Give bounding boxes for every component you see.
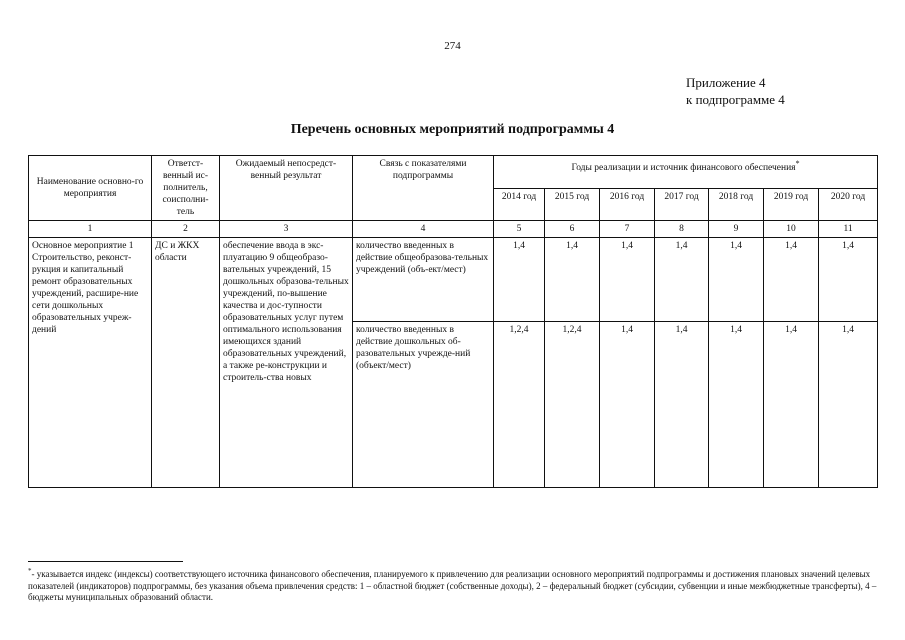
indicator-2-value-2015: 1,2,4 bbox=[545, 322, 600, 488]
column-number: 4 bbox=[353, 221, 494, 238]
row-responsible: ДС и ЖКХ области bbox=[152, 238, 220, 488]
header-year-2017: 2017 год bbox=[655, 188, 709, 221]
indicator-1-value-2020: 1,4 bbox=[819, 238, 878, 322]
header-year-2014: 2014 год bbox=[494, 188, 545, 221]
column-number: 7 bbox=[600, 221, 655, 238]
indicator-2-value-2020: 1,4 bbox=[819, 322, 878, 488]
indicator-2-value-2017: 1,4 bbox=[655, 322, 709, 488]
header-result: Ожидаемый непосредст-венный результат bbox=[220, 156, 353, 221]
header-years-group bbox=[494, 156, 878, 189]
indicator-1-value-2018: 1,4 bbox=[709, 238, 764, 322]
appendix-line-1: Приложение 4 bbox=[686, 75, 766, 90]
footnote-text: - указывается индекс (индексы) соответствующего источника финансового обеспечения, планируемого к привлечению для реализации основного мероприятий подпрограммы и достижения плановых значений целевых показателей (индикаторов) подпрограммы, без указания объема привлечения средств: 1 – областной бюджет (собственные доходы), 2 – федеральный бюджет (субсидии, субвенции и иные межбюджетные трансферты), 4 – бюджеты муниципальных образований области. bbox=[28, 569, 877, 602]
footnote bbox=[28, 566, 880, 604]
column-number: 9 bbox=[709, 221, 764, 238]
row-indicator-1: количество введенных в действие общеобразова-тельных учреждений (объ-ект/мест) bbox=[353, 238, 494, 322]
column-number: 11 bbox=[819, 221, 878, 238]
row-expected-result: обеспечение ввода в экс-плуатацию 9 общеобразо-вательных учреждений, 15 дошкольных образова-тельных учреждений, по-вышение качества и дос-тупности образовательных услуг путем оптимального использования имеющихся зданий образовательных учреждений, а также ре-конструкции и строитель-ства новых bbox=[220, 238, 353, 488]
row-indicator-2: количество введенных в действие дошкольных об-разовательных учрежде-ний (объект/мест) bbox=[353, 322, 494, 488]
footnote-divider bbox=[28, 561, 183, 562]
document-title: Перечень основных мероприятий подпрограммы 4 bbox=[290, 122, 615, 137]
header-year-2016: 2016 год bbox=[600, 188, 655, 221]
column-number: 1 bbox=[29, 221, 152, 238]
column-number: 2 bbox=[152, 221, 220, 238]
column-number: 6 bbox=[545, 221, 600, 238]
appendix-label bbox=[686, 74, 785, 108]
row-measure-name: Основное мероприятие 1 Строительство, реконст-рукция и капитальный ремонт образовательных учреждений, расшире-ние сети дошкольных образовательных учреж-дений bbox=[29, 238, 152, 488]
header-link: Связь с показателями подпрограммы bbox=[353, 156, 494, 221]
indicator-1-value-2019: 1,4 bbox=[764, 238, 819, 322]
header-year-2018: 2018 год bbox=[709, 188, 764, 221]
indicator-2-value-2016: 1,4 bbox=[600, 322, 655, 488]
column-number: 10 bbox=[764, 221, 819, 238]
header-year-2015: 2015 год bbox=[545, 188, 600, 221]
indicator-1-value-2015: 1,4 bbox=[545, 238, 600, 322]
header-responsible: Ответст-венный ис-полнитель, соисполни-тель bbox=[152, 156, 220, 221]
header-year-2019: 2019 год bbox=[764, 188, 819, 221]
appendix-line-2: к подпрограмме 4 bbox=[686, 92, 785, 107]
column-number: 8 bbox=[655, 221, 709, 238]
header-years-group-label: Годы реализации и источник финансового обеспечения bbox=[571, 163, 796, 174]
indicator-2-value-2018: 1,4 bbox=[709, 322, 764, 488]
indicator-1-value-2016: 1,4 bbox=[600, 238, 655, 322]
indicator-1-value-2017: 1,4 bbox=[655, 238, 709, 322]
column-number: 5 bbox=[494, 221, 545, 238]
header-year-2020: 2020 год bbox=[819, 188, 878, 221]
footnote-mark: * bbox=[28, 567, 32, 575]
indicator-1-value-2014: 1,4 bbox=[494, 238, 545, 322]
indicator-2-value-2014: 1,2,4 bbox=[494, 322, 545, 488]
measures-table bbox=[28, 155, 878, 488]
indicator-2-value-2019: 1,4 bbox=[764, 322, 819, 488]
page-number: 274 bbox=[444, 40, 461, 52]
column-number: 3 bbox=[220, 221, 353, 238]
header-name: Наименование основно-го мероприятия bbox=[29, 156, 152, 221]
header-years-mark: * bbox=[795, 159, 800, 168]
